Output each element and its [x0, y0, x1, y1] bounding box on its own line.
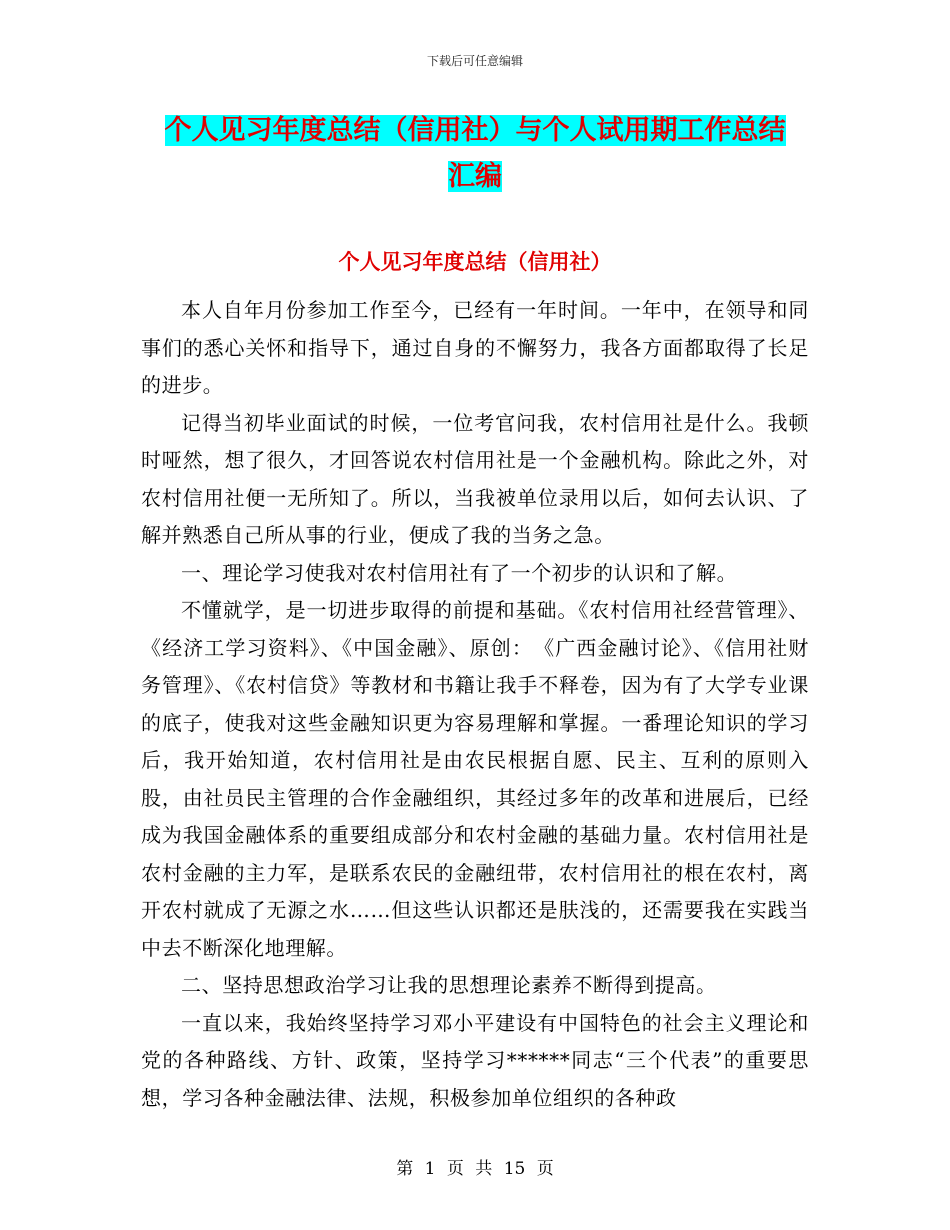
- title-line-2: 汇编: [448, 161, 502, 192]
- paragraph: 记得当初毕业面试的时候，一位考官问我，农村信用社是什么。我顿时哑然，想了很久，才回答说农村信用社是一个金融机构。除此之外，对农村信用社便一无所知了。所以，当我被单位录用以后，如何去认识、了解并熟悉自己所从事的行业，便成了我的当务之急。: [141, 410, 809, 547]
- section-title: 个人见习年度总结（信用社）: [338, 250, 612, 274]
- page-footer: 第 1 页 共 15 页: [396, 1159, 554, 1179]
- document-title: [140, 108, 810, 200]
- paragraph: 一直以来，我始终坚持学习邓小平建设有中国特色的社会主义理论和党的各种路线、方针、政策，坚持学习******同志“三个代表”的重要思想，学习各种金融法律、法规，积极参加单位组织的各种政: [141, 1010, 809, 1110]
- paragraph: 二、坚持思想政治学习让我的思想理论素养不断得到提高。: [181, 973, 717, 997]
- paragraph: 本人自年月份参加工作至今，已经有一年时间。一年中，在领导和同事们的悉心关怀和指导下，通过自身的不懈努力，我各方面都取得了长足的进步。: [141, 298, 809, 397]
- paragraph: 一、理论学习使我对农村信用社有了一个初步的认识和了解。: [181, 560, 738, 585]
- body-text: [141, 292, 809, 1117]
- title-line-1: 个人见习年度总结（信用社）与个人试用期工作总结: [164, 115, 786, 146]
- header-note: 下载后可任意编辑: [426, 54, 523, 68]
- paragraph: 不懂就学，是一切进步取得的前提和基础。《农村信用社经营管理》、《经济工学习资料》、《中国金融》、原创： 《广西金融讨论》、《信用社财务管理》、《农村信贷》等教材和书籍让我手不释卷，因为有了大学专业课的底子，使我对这些金融知识更为容易理解和掌握。一番理论知识的学习后，我开始知道，农村信用社是由农民根据自愿、民主、互利的原则入股，由社员民主管理的合作金融组织，其经过多年的改革和进展后，已经成为我国金融体系的重要组成部分和农村金融的基础力量。农村信用社是农村金融的主力军，是联系农民的金融纽带，农村信用社的根在农村，离开农村就成了无源之水……但这些认识都还是肤浅的，还需要我在实践当中去不断深化地理解。: [141, 598, 809, 960]
